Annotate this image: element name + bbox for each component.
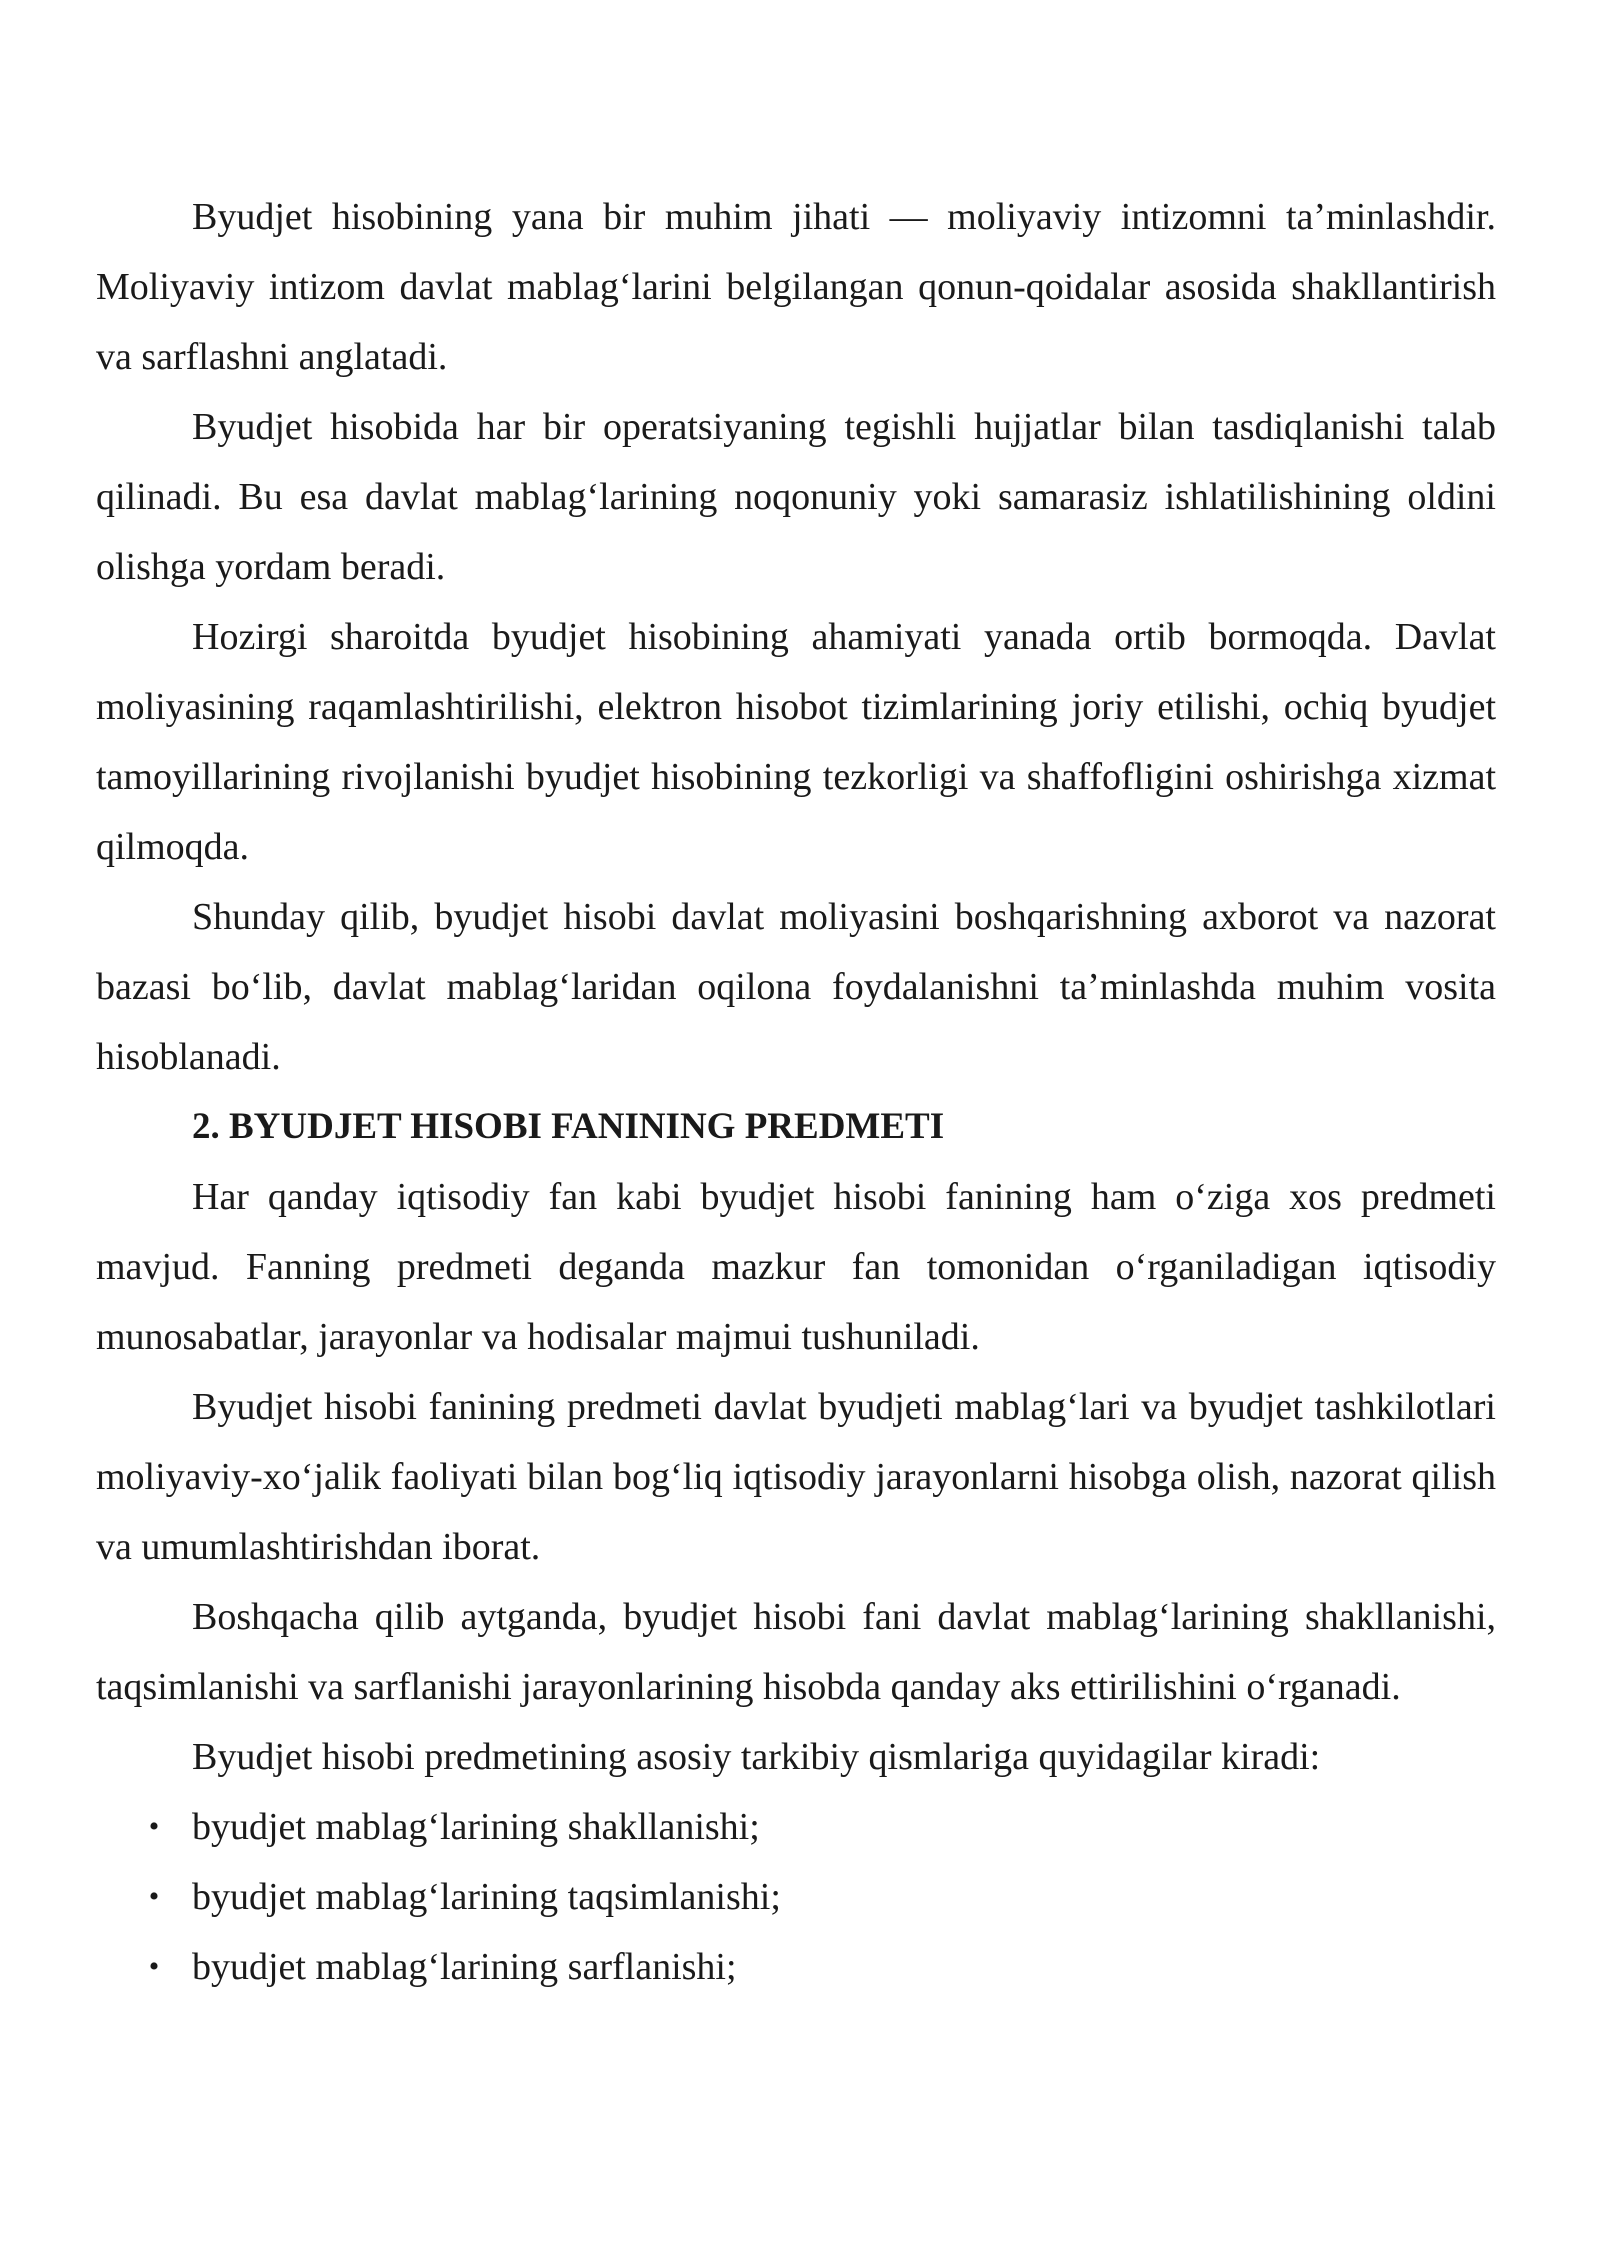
list-item-text: byudjet mablag‘larining taqsimlanishi;	[192, 1876, 781, 1918]
bullet-icon: •	[148, 1950, 160, 1983]
list-item-text: byudjet mablag‘larining sarflanishi;	[192, 1946, 737, 1988]
list-item-text: byudjet mablag‘larining shakllanishi;	[192, 1806, 760, 1848]
paragraph: Shunday qilib, byudjet hisobi davlat moliyasini boshqarishning axborot va nazorat bazasi bo‘lib, davlat mablag‘laridan oqilona foydalanishni ta’minlashda muhim vosita hisoblanadi.	[96, 896, 1496, 1078]
paragraph: Hozirgi sharoitda byudjet hisobining ahamiyati yanada ortib bormoqda. Davlat moliyasining raqamlashtirilishi, elektron hisobot tizimlarining joriy etilishi, ochiq byudjet tamoyillarining rivojlanishi byudjet hisobining tezkorligi va shaffofligini oshirishga xizmat qilmoqda.	[96, 616, 1496, 868]
paragraph: Byudjet hisobida har bir operatsiyaning tegishli hujjatlar bilan tasdiqlanishi talab qilinadi. Bu esa davlat mablag‘larining noqonuniy yoki samarasiz ishlatilishining oldini olishga yordam beradi.	[96, 406, 1496, 588]
bullet-list	[96, 1792, 1496, 2002]
paragraph: Har qanday iqtisodiy fan kabi byudjet hisobi fanining ham o‘ziga xos predmeti mavjud. Fanning predmeti deganda mazkur fan tomonidan o‘rganiladigan iqtisodiy munosabatlar, jarayonlar va hodisalar majmui tushuniladi.	[96, 1176, 1496, 1358]
bullet-icon: •	[148, 1880, 160, 1913]
section-heading: 2. BYUDJET HISOBI FANINING PREDMETI	[192, 1106, 945, 1147]
paragraph: Byudjet hisobining yana bir muhim jihati — moliyaviy intizomni ta’minlashdir. Moliyaviy intizom davlat mablag‘larini belgilangan qonun-qoidalar asosida shakllantirish va sarflashni anglatadi.	[96, 196, 1496, 378]
paragraph: Byudjet hisobi fanining predmeti davlat byudjeti mablag‘lari va byudjet tashkilotlari moliyaviy-xo‘jalik faoliyati bilan bog‘liq iqtisodiy jarayonlarni hisobga olish, nazorat qilish va umumlashtirishdan iborat.	[96, 1386, 1496, 1568]
bullet-icon: •	[148, 1810, 160, 1843]
paragraph: Byudjet hisobi predmetining asosiy tarkibiy qismlariga quyidagilar kiradi:	[192, 1736, 1321, 1778]
list-item	[96, 1932, 1496, 2002]
document-page	[96, 182, 1496, 2002]
paragraph: Boshqacha qilib aytganda, byudjet hisobi fani davlat mablag‘larining shakllanishi, taqsimlanishi va sarflanishi jarayonlarining hisobda qanday aks ettirilishini o‘rganadi.	[96, 1596, 1496, 1708]
list-item	[96, 1792, 1496, 1862]
list-item	[96, 1862, 1496, 1932]
